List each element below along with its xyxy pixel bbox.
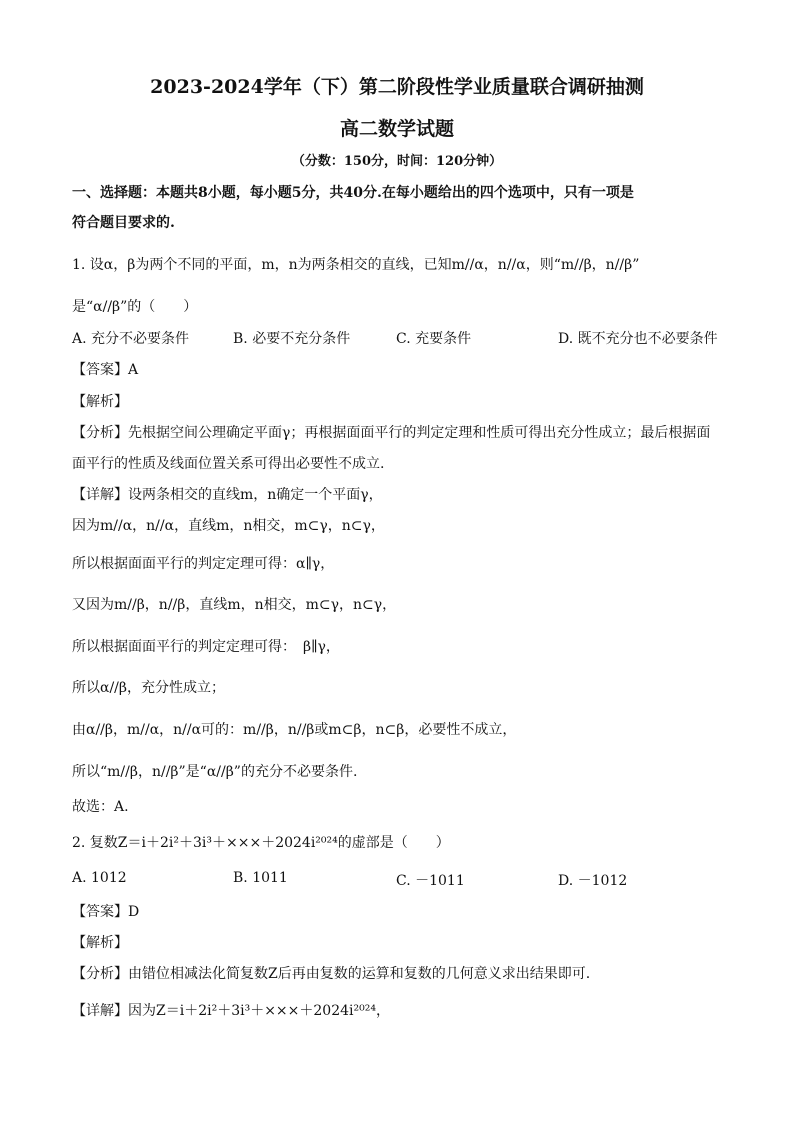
- q2-detail: 【详解】因为Z＝i＋2i²＋3i³＋×××＋2024i²⁰²⁴，: [72, 1003, 390, 1019]
- q2-option-d: D. －1012: [558, 873, 628, 889]
- q1-stem-line1: 1. 设α，β为两个不同的平面，m，n为两条相交的直线，已知m//α，n//α，则“m//β，n//β”: [72, 257, 640, 273]
- q1-stem-line2: 是“α//β”的（ ）: [72, 299, 198, 315]
- section-heading-line2: 符合题目要求的.: [72, 215, 175, 231]
- q1-detail-line: 所以“m//β，n//β”是“α//β”的充分不必要条件.: [72, 764, 358, 780]
- score-time: （分数：150分，时间：120分钟）: [291, 154, 503, 169]
- exam-subtitle: 高二数学试题: [339, 118, 454, 140]
- q1-detail-line: 又因为m//β，n//β，直线m，n相交，m⊂γ，n⊂γ，: [72, 597, 397, 613]
- q2-analysis: 【分析】由错位相减法化简复数Z后再由复数的运算和复数的几何意义求出结果即可.: [72, 966, 591, 982]
- q1-detail-line: 所以根据面面平行的判定定理可得：α∥γ，: [72, 556, 335, 572]
- q1-analysis-label: 【解析】: [72, 394, 128, 410]
- q1-detail-line: 【详解】设两条相交的直线m，n确定一个平面γ，: [72, 487, 383, 503]
- q1-option-a: A. 充分不必要条件: [72, 331, 190, 347]
- q1-analysis-line1: 【分析】先根据空间公理确定平面γ；再根据面面平行的判定定理和性质可得出充分性成立；最后根据面: [72, 425, 711, 441]
- q2-option-b: B. 1011: [233, 870, 288, 886]
- q2-stem: 2. 复数Z＝i＋2i²＋3i³＋×××＋2024i²⁰²⁴的虚部是（ ）: [72, 835, 450, 851]
- q1-detail-line: 所以α//β，充分性成立；: [72, 680, 225, 696]
- q2-option-c: C. －1011: [396, 873, 465, 889]
- section-heading-line1: 一、选择题：本题共8小题，每小题5分，共40分.在每小题给出的四个选项中，只有一项是: [72, 185, 634, 201]
- q1-answer: 【答案】A: [72, 362, 139, 378]
- q1-analysis-line2: 面平行的性质及线面位置关系可得出必要性不成立.: [72, 456, 385, 472]
- q1-detail-line: 由α//β，m//α，n//α可的：m//β，n//β或m⊂β，n⊂β，必要性不成立，: [72, 722, 517, 738]
- exam-title: 2023-2024学年（下）第二阶段性学业质量联合调研抽测: [150, 76, 644, 98]
- q2-option-a: A. 1012: [72, 870, 127, 886]
- q1-detail-line: 所以根据面面平行的判定定理可得： β∥γ，: [72, 639, 340, 655]
- q2-analysis-label: 【解析】: [72, 935, 128, 951]
- q1-conclusion: 故选：A.: [72, 799, 129, 815]
- q1-detail-line: 因为m//α，n//α，直线m，n相交，m⊂γ，n⊂γ，: [72, 518, 385, 534]
- q1-option-b: B. 必要不充分条件: [233, 331, 351, 347]
- q1-option-c: C. 充要条件: [396, 331, 472, 347]
- q2-answer: 【答案】D: [72, 904, 140, 920]
- q1-option-d: D. 既不充分也不必要条件: [558, 331, 718, 347]
